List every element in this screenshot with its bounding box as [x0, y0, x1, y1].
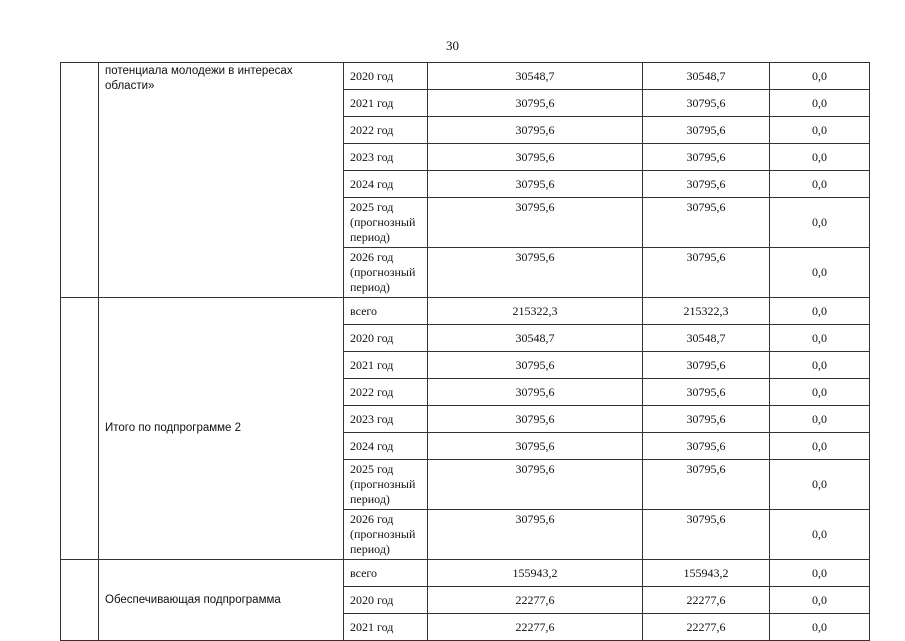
year-cell: 2024 год	[344, 171, 428, 198]
budget-value-cell: 30548,7	[643, 63, 770, 90]
budget-value-cell: 30795,6	[643, 352, 770, 379]
table-row	[61, 298, 870, 325]
budget-value-cell: 155943,2	[643, 560, 770, 587]
table-row	[61, 560, 870, 587]
budget-value-cell: 30795,6	[643, 248, 770, 298]
budget-value-cell: 30795,6	[643, 379, 770, 406]
other-value-cell: 0,0	[770, 248, 870, 298]
total-value-cell: 30795,6	[428, 198, 643, 248]
total-value-cell: 30795,6	[428, 510, 643, 560]
total-value-cell: 215322,3	[428, 298, 643, 325]
total-value-cell: 30795,6	[428, 90, 643, 117]
other-value-cell: 0,0	[770, 433, 870, 460]
other-value-cell: 0,0	[770, 460, 870, 510]
budget-value-cell: 30795,6	[643, 144, 770, 171]
total-value-cell: 155943,2	[428, 560, 643, 587]
budget-value-cell: 30548,7	[643, 325, 770, 352]
year-cell: 2022 год	[344, 379, 428, 406]
other-value-cell: 0,0	[770, 90, 870, 117]
budget-value-cell: 215322,3	[643, 298, 770, 325]
table-row	[61, 63, 870, 90]
other-value-cell: 0,0	[770, 198, 870, 248]
year-cell: 2021 год	[344, 352, 428, 379]
total-value-cell: 30548,7	[428, 325, 643, 352]
other-value-cell: 0,0	[770, 298, 870, 325]
year-cell: 2026 год (прогнозный период)	[344, 510, 428, 560]
total-value-cell: 30795,6	[428, 117, 643, 144]
budget-value-cell: 30795,6	[643, 171, 770, 198]
budget-value-cell: 22277,6	[643, 587, 770, 614]
year-cell: 2021 год	[344, 90, 428, 117]
total-value-cell: 30795,6	[428, 460, 643, 510]
budget-table-body	[61, 63, 870, 641]
total-value-cell: 30795,6	[428, 379, 643, 406]
total-value-cell: 22277,6	[428, 587, 643, 614]
other-value-cell: 0,0	[770, 325, 870, 352]
year-cell: 2023 год	[344, 144, 428, 171]
year-cell: 2020 год	[344, 63, 428, 90]
other-value-cell: 0,0	[770, 144, 870, 171]
row-number-cell	[61, 560, 99, 641]
total-value-cell: 30795,6	[428, 352, 643, 379]
total-value-cell: 30548,7	[428, 63, 643, 90]
year-cell: 2025 год (прогнозный период)	[344, 198, 428, 248]
other-value-cell: 0,0	[770, 510, 870, 560]
total-value-cell: 30795,6	[428, 144, 643, 171]
budget-table	[60, 62, 870, 641]
year-cell: всего	[344, 560, 428, 587]
budget-value-cell: 30795,6	[643, 406, 770, 433]
total-value-cell: 30795,6	[428, 433, 643, 460]
other-value-cell: 0,0	[770, 63, 870, 90]
other-value-cell: 0,0	[770, 560, 870, 587]
budget-value-cell: 30795,6	[643, 460, 770, 510]
page-number: 30	[446, 38, 459, 53]
section-label: Итого по подпрограмме 2	[99, 298, 344, 560]
budget-value-cell: 30795,6	[643, 198, 770, 248]
other-value-cell: 0,0	[770, 379, 870, 406]
other-value-cell: 0,0	[770, 406, 870, 433]
year-cell: 2022 год	[344, 117, 428, 144]
budget-value-cell: 22277,6	[643, 614, 770, 641]
year-cell: 2020 год	[344, 587, 428, 614]
total-value-cell: 30795,6	[428, 171, 643, 198]
total-value-cell: 30795,6	[428, 406, 643, 433]
year-cell: 2024 год	[344, 433, 428, 460]
year-cell: 2023 год	[344, 406, 428, 433]
budget-value-cell: 30795,6	[643, 510, 770, 560]
total-value-cell: 30795,6	[428, 248, 643, 298]
other-value-cell: 0,0	[770, 352, 870, 379]
budget-value-cell: 30795,6	[643, 90, 770, 117]
year-cell: всего	[344, 298, 428, 325]
section-label: Обеспечивающая подпрограмма	[99, 560, 344, 641]
other-value-cell: 0,0	[770, 614, 870, 641]
other-value-cell: 0,0	[770, 117, 870, 144]
budget-value-cell: 30795,6	[643, 433, 770, 460]
year-cell: 2020 год	[344, 325, 428, 352]
year-cell: 2025 год (прогнозный период)	[344, 460, 428, 510]
section-label: потенциала молодежи в интересах области»	[99, 63, 344, 298]
other-value-cell: 0,0	[770, 171, 870, 198]
year-cell: 2026 год (прогнозный период)	[344, 248, 428, 298]
budget-value-cell: 30795,6	[643, 117, 770, 144]
other-value-cell: 0,0	[770, 587, 870, 614]
year-cell: 2021 год	[344, 614, 428, 641]
row-number-cell	[61, 63, 99, 298]
row-number-cell	[61, 298, 99, 560]
total-value-cell: 22277,6	[428, 614, 643, 641]
